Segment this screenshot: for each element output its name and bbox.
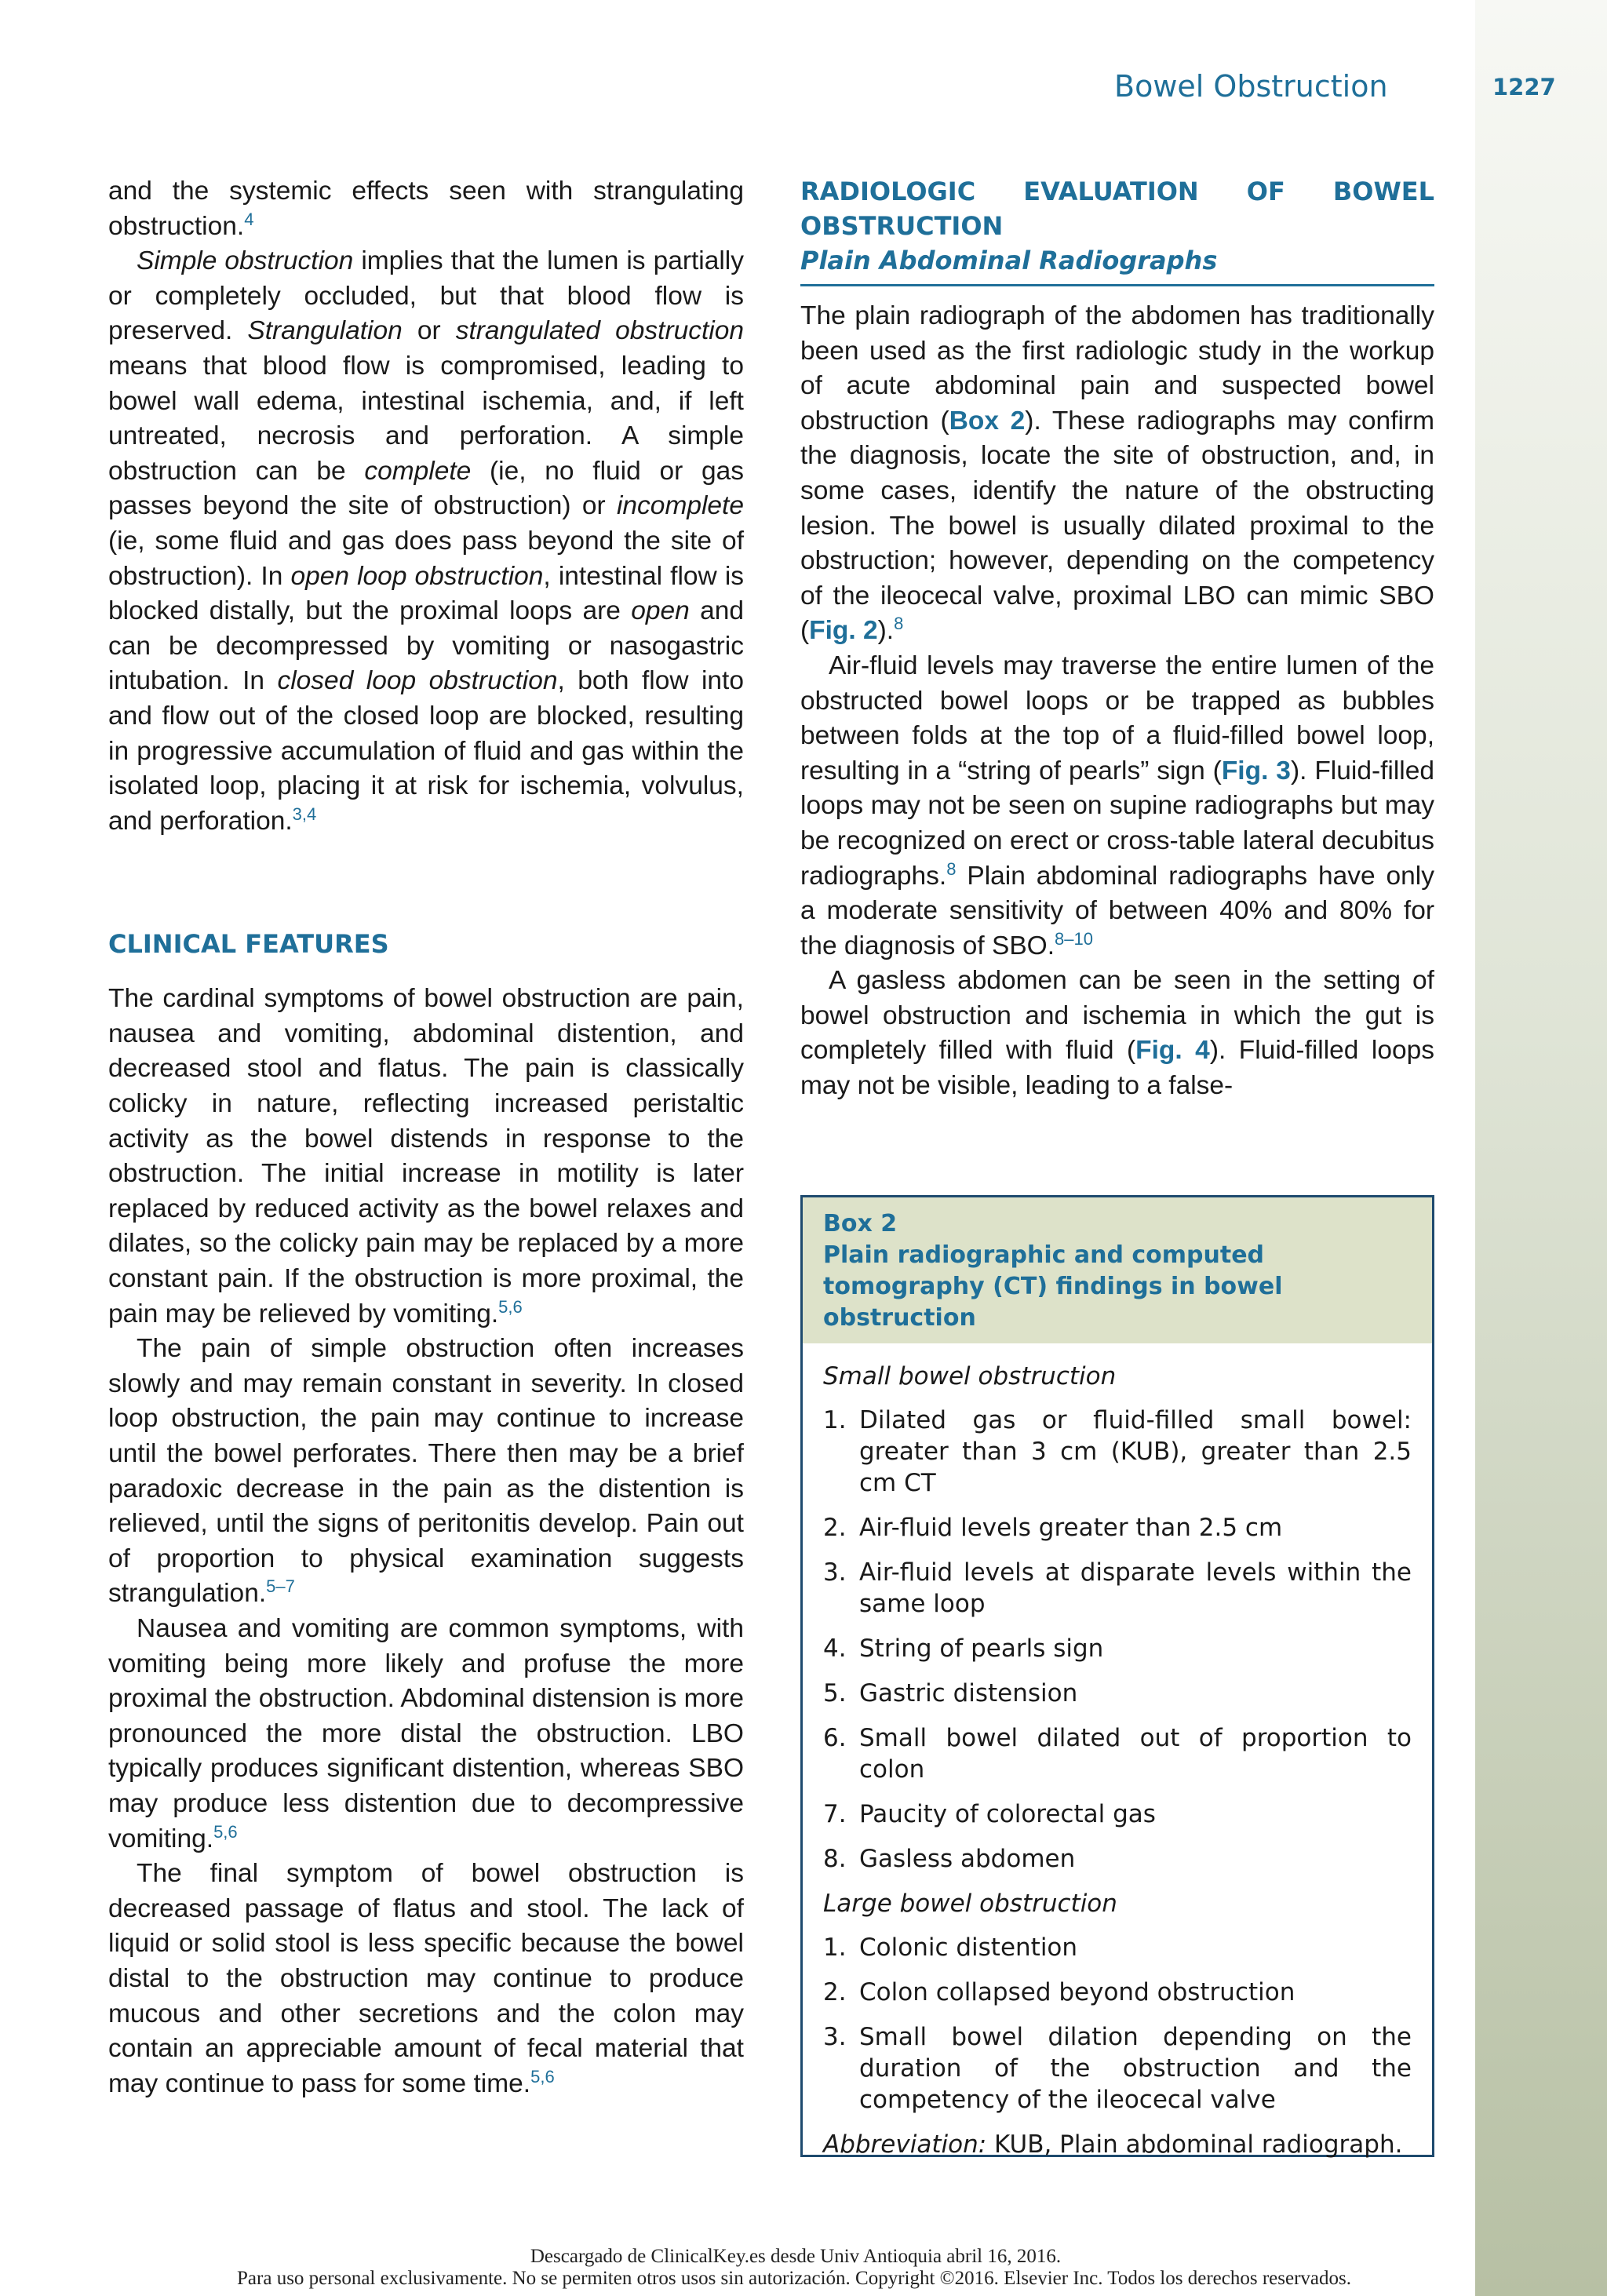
reference-link[interactable]: 5,6 [530,2066,555,2086]
download-notice: Descargado de ClinicalKey.es desde Univ Antioquia abril 16, 2016. [530,2246,1062,2267]
figure-3-link[interactable]: Fig. 3 [1221,756,1291,785]
reference-link[interactable]: 4 [244,209,254,229]
reference-link[interactable]: 8 [894,614,904,634]
box-body [803,1343,1432,2160]
box-abbreviation: Abbreviation: KUB, Plain abdominal radiograph. [823,2130,1403,2159]
paragraph: and the systemic effects seen with strangulating obstruction.$^4$ [108,177,744,241]
list-item: 1. Dilated gas or fluid-filled small bowel: greater than 3 cm (KUB), greater than 2.5 cm CT [823,1406,1412,1497]
page-number: 1227 [1492,74,1556,100]
paragraph: The pain of simple obstruction often increases slowly and may remain constant in severity. In closed loop obstruction, the pain may continue to increase until the bowel perforates. There then may be a brief paradoxic decrease in the pain as the distention is relieved, until the signs of peritonitis develop. Pain out of proportion to physical examination suggests strangulation.$^{5-7}$ [108,1334,744,1609]
paragraph: Simple obstruction implies that the lumen is partially or completely occluded, but that blood flow is preserved. Strangulation or strangulated obstruction means that blood flow is compromised, leading to bowel wall edema, intestinal ischemia, and, if left untreated, necrosis and perforation. A simple obstruction can be complete (ie, no fluid or gas passes beyond the site of obstruction) or incomplete (ie, some fluid and gas does pass beyond the site of obstruction). In open loop obstruction, intestinal flow is blocked distally, but the proximal loops are open and can be decompressed by vomiting or nasogastric intubation. In closed loop obstruction, both flow into and flow out of the closed loop are blocked, resulting in progressive accumulation of fluid and gas within the isolated loop, placing it at risk for ischemia, volvulus, and perforation.$^{3,4}$ [108,246,745,836]
copyright-notice: Para uso personal exclusivamente. No se permiten otros usos sin autorización. Copyright ©2016. Elsevier Inc. Todos los derechos reservados. [237,2268,1351,2289]
reference-link[interactable]: 8 [946,858,957,879]
box-subheading-sbo: Small bowel obstruction [823,1362,1117,1390]
running-head: Bowel Obstruction [1114,69,1388,104]
reference-link[interactable]: 5,6 [498,1296,523,1317]
subsection-heading-plain-radiographs: Plain Abdominal Radiographs [800,246,1218,275]
reference-link[interactable]: 8–10 [1055,928,1093,949]
heading-rule [800,284,1434,286]
reference-link[interactable]: 5,6 [213,1821,238,1842]
paragraph: The cardinal symptoms of bowel obstruction are pain, nausea and vomiting, abdominal distention, and decreased stool and flatus. The pain is classically colicky in nature, reflecting increased peristaltic activity as the bowel distends in response to the obstruction. The initial increase in motility is later replaced by reduced activity as the bowel relaxes and dilates, so the colicky pain may be replaced by a more constant pain. If the obstruction is more proximal, the pain may be relieved by vomiting.$^{5,6}$ [108,984,744,1328]
paragraph: A gasless abdomen can be seen in the setting of bowel obstruction and ischemia in which the gut is completely filled with fluid (Fig. 4). Fluid-filled loops may not be visible, leading to a false- [800,966,1435,1101]
paragraph: Air-fluid levels may traverse the entire lumen of the obstructed bowel loops or be trapped as bubbles between folds at the top of a fluid-filled bowel loop, resulting in a “string of pearls” sign (Fig. 3). Fluid-filled loops may not be seen on supine radiographs but may be recognized on erect or cross-table lateral decubitus radiographs.$^8$ Plain abdominal radiographs have only a moderate sensitivity of between 40% and 80% for the diagnosis of SBO.$^{8-10}$ [800,651,1435,960]
section-heading-radiologic-evaluation: RADIOLOGIC EVALUATION OF BOWEL OBSTRUCTION [800,177,1434,241]
paragraph: The plain radiograph of the abdomen has traditionally been used as the first radiologic study in the workup of acute abdominal pain and suspected bowel obstruction (Box 2). These radiographs may confirm the diagnosis, locate the site of obstruction, and, in some cases, identify the nature of the obstructing lesion. The bowel is usually dilated proximal to the obstruction; however, depending on the competency of the ileocecal valve, proximal LBO can mimic SBO (Fig. 2).$^8$ [800,301,1434,646]
list-item: 1. Colonic distention [823,1933,1078,1962]
list-item: 2. Colon collapsed beyond obstruction [823,1978,1295,2006]
sbo-findings-list [823,1405,1412,1875]
list-item: 3. Small bowel dilation depending on the duration of the obstruction and the competency of the ileocecal valve [823,2023,1412,2114]
reference-link[interactable]: 5–7 [266,1576,295,1597]
list-item: 7. Paucity of colorectal gas [823,1800,1156,1828]
list-item: 6. Small bowel dilated out of proportion to colon [823,1724,1412,1784]
list-item: 5. Gastric distension [823,1679,1078,1707]
box-2-findings [800,1195,1434,2157]
list-item: 2. Air-fluid levels greater than 2.5 cm [823,1514,1283,1542]
reference-link[interactable]: 3,4 [292,804,317,824]
page-edge-sidebar [1475,0,1607,2296]
figure-4-link[interactable]: Fig. 4 [1135,1036,1210,1066]
right-column [800,174,1434,1104]
lbo-findings-list [823,1932,1412,2116]
box-header [803,1197,1432,1343]
section-heading-clinical-features: CLINICAL FEATURES [108,929,389,960]
list-item: 4. String of pearls sign [823,1635,1104,1663]
box-title: Plain radiographic and computed tomography (CT) findings in bowel obstruction [823,1241,1283,1332]
figure-2-link[interactable]: Fig. 2 [809,616,878,646]
list-item: 3. Air-fluid levels at disparate levels within the same loop [823,1558,1412,1618]
paragraph: Nausea and vomiting are common symptoms, with vomiting being more likely and profuse the more proximal the obstruction. Abdominal distension is more pronounced the more distal the obstruction. LBO typically produces significant distention, whereas SBO may produce less distention due to decompressive vomiting.$^{5,6}$ [108,1613,744,1853]
paragraph: The final symptom of bowel obstruction is decreased passage of flatus and stool. The lack of liquid or solid stool is less specific because the bowel distal to the obstruction may continue to produce mucous and other secretions and the colon may contain an appreciable amount of fecal material that may continue to pass for some time.$^{5,6}$ [108,1859,744,2098]
list-item: 8. Gasless abdomen [823,1845,1076,1873]
box-2-link[interactable]: Box 2 [949,406,1026,436]
left-column [108,174,744,2101]
box-subheading-lbo: Large bowel obstruction [823,1890,1117,1918]
box-label: Box 2 [823,1210,898,1237]
